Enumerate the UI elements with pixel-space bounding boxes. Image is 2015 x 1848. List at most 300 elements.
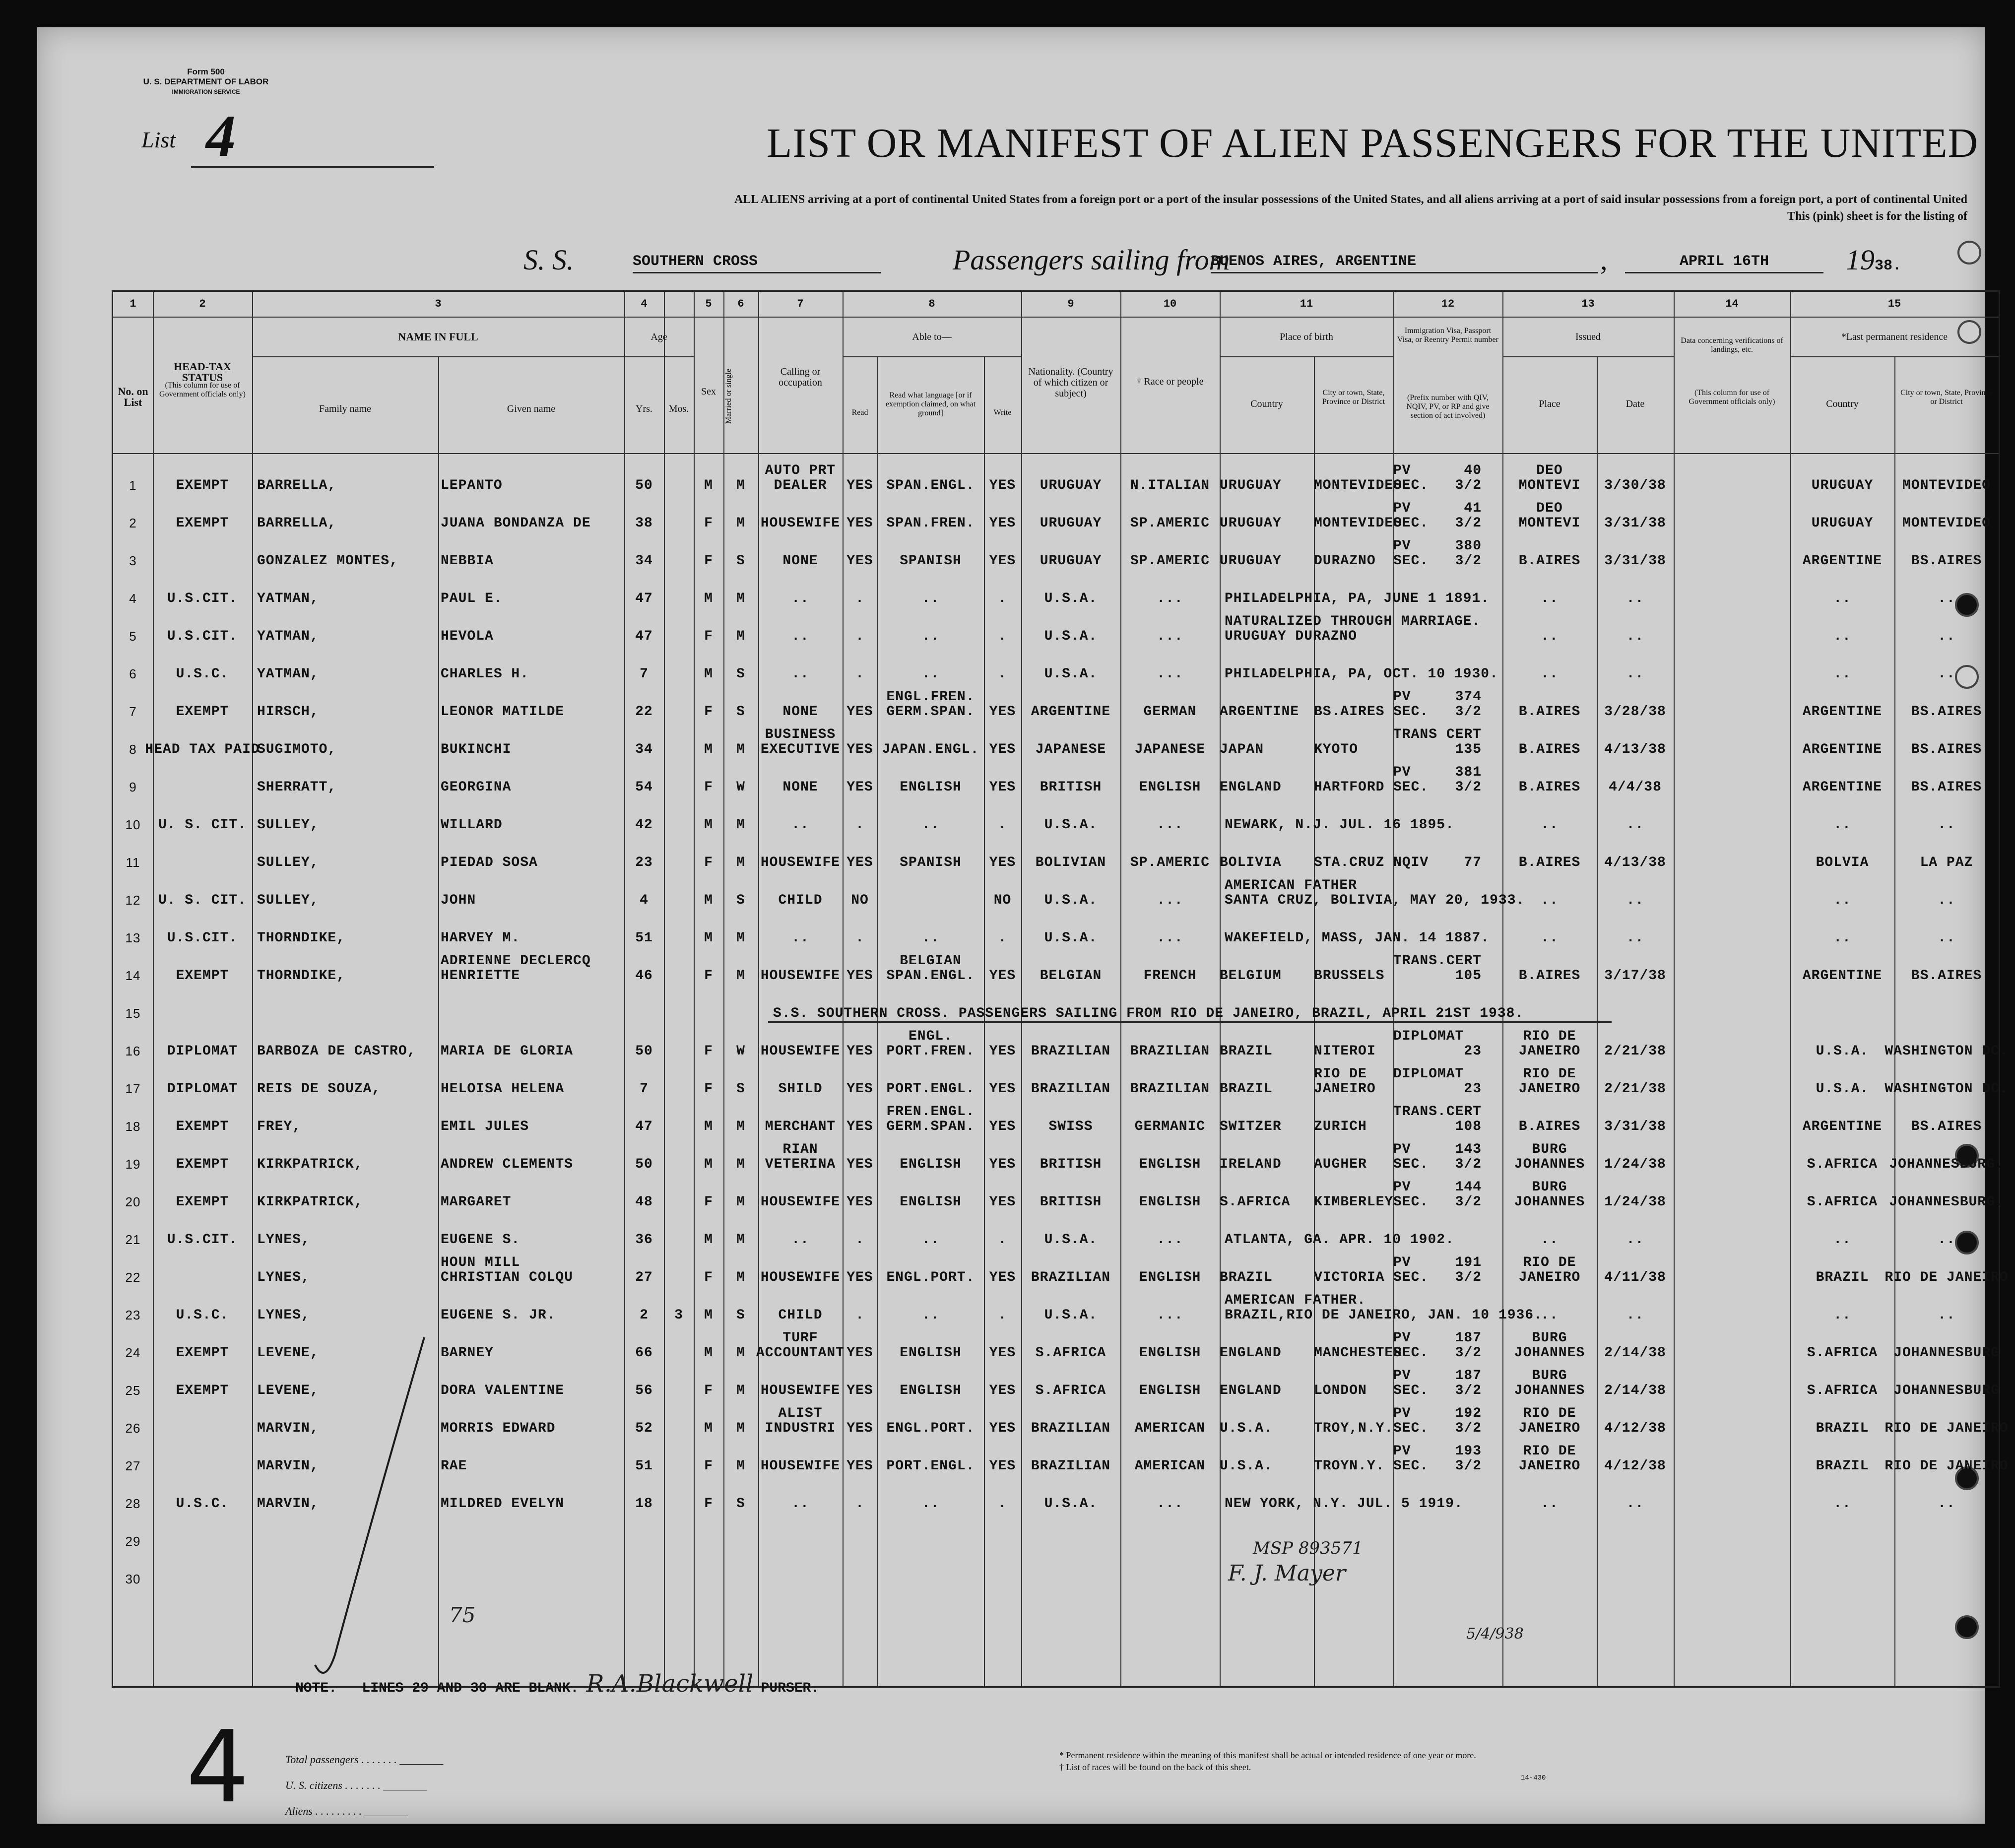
section-header: S.S. SOUTHERN CROSS. PASSENGERS SAILING FROM RIO DE JANEIRO, BRAZIL, APRIL 21ST 1938. [773,1006,1524,1021]
row-divider [1790,356,1999,357]
issued-date: 3/31/38 [1604,516,1666,531]
can-write: YES [989,1421,1016,1436]
cell-visa-line: SEC. 3/2 [1393,516,1482,531]
birth-country: BRAZIL [1220,1044,1273,1059]
birth-country: JAPAN [1220,742,1264,757]
cell-visa-line: 23 [1393,1044,1482,1059]
birth-place-line: AMERICAN FATHER. [1225,1293,1366,1308]
can-write: YES [989,968,1016,984]
footer-note: NOTE. LINES 29 AND 30 ARE BLANK. R.A.Blackwell PURSER. [295,1670,820,1698]
visa-number [1393,687,1502,725]
cell-visa-line: SEC. 3/2 [1393,1194,1482,1210]
birth-country: URUGUAY [1220,553,1282,569]
header-head-tax: HEAD-TAX STATUS [174,360,231,384]
issued-date: .. [1626,629,1644,644]
birth-city: KIMBERLEY [1314,1194,1394,1210]
can-read: . [855,666,864,682]
issued-place [1502,498,1597,536]
issued-date: 1/24/38 [1604,1194,1666,1210]
nationality: BOLIVIAN [1035,855,1106,870]
read-language: SPANISH [900,855,962,870]
birth-place-span: WAKEFIELD, MASS, JAN. 14 1887. [1225,930,1490,946]
can-read: . [855,629,864,644]
col-number: 13 [1581,298,1595,310]
head-tax-status: DIPLOMAT [167,1044,238,1059]
age-years: 66 [635,1345,653,1361]
birth-country: BRAZIL [1220,1270,1273,1285]
birth-place-span: ATLANTA, GA. APR. 10 1902. [1225,1232,1454,1248]
race: ENGLISH [1139,780,1201,795]
can-write: . [998,1308,1007,1323]
marital-status: M [736,591,745,606]
cell-lang-line: PORT.FREN. [886,1044,975,1059]
birth-country: IRELAND [1220,1157,1282,1172]
table-row [113,1102,1999,1139]
birth-city: NITEROI [1314,1044,1376,1059]
age-months [664,800,694,838]
race: ENGLISH [1139,1383,1201,1398]
nationality: BRAZILIAN [1031,1044,1111,1059]
issued-place: .. [1541,817,1559,833]
can-read: YES [846,1157,873,1172]
col-number: 11 [1300,298,1313,310]
age-years: 38 [635,516,653,531]
can-write: YES [989,1194,1016,1210]
birth-country: U.S.A. [1220,1421,1273,1436]
age-years: 51 [635,1458,653,1474]
cell-visa-line: NQIV 77 [1393,855,1482,870]
occupation: HOUSEWIFE [760,1270,841,1285]
issued-place [1502,1064,1597,1102]
cell-occ-line: AUTO PRT [765,463,836,478]
marital-status: M [736,1157,745,1172]
sex: F [704,516,713,531]
header-issued-place: Place [1539,398,1560,409]
cell-visa-line: PV 144 [1393,1180,1482,1195]
race: SP.AMERIC [1130,516,1210,531]
can-read: YES [846,1194,873,1210]
issued-date: 3/28/38 [1604,704,1666,720]
aliens-label: Aliens . . . . . . . . . ________ [285,1805,408,1817]
visa-number [1393,1177,1502,1215]
given-name: PAUL E. [441,591,503,606]
can-write: . [998,629,1007,644]
visa-number [1393,1366,1502,1403]
read-language: .. [921,817,940,833]
residence-country: .. [1833,629,1851,644]
marital-status: S [736,704,745,720]
family-name: REIS DE SOUZA, [257,1081,381,1097]
family-name: LEVENE, [257,1345,319,1361]
header-family-name: Family name [319,403,371,414]
head-tax-status: DIPLOMAT [167,1081,238,1097]
family-name: YATMAN, [257,591,319,606]
residence-country: ARGENTINE [1802,704,1883,720]
given-name [441,951,624,989]
table-row [113,498,1999,536]
birth-city: LONDON [1314,1383,1367,1398]
family-name: BARRELLA, [257,516,337,531]
table-row [113,762,1999,800]
residence-city: RIO DE JANEIRO [1885,1458,2009,1474]
header-visa: Immigration Visa, Passport Visa, or Reentry Permit number [1397,327,1498,344]
residence-country: URUGUAY [1811,478,1874,493]
cell-occ-line: BUSINESS [765,727,836,742]
issued-date: .. [1626,930,1644,946]
can-write: YES [989,704,1016,720]
birth-place-span [1225,611,1481,649]
age-years: 52 [635,1421,653,1436]
header-no-on-list: No. on List [118,385,148,408]
residence-city: .. [1938,591,1955,606]
can-read: YES [846,704,873,720]
service: IMMIGRATION SERVICE [172,88,240,95]
can-read: . [855,930,864,946]
table-row [113,1253,2009,1290]
issued-date: .. [1626,666,1644,682]
can-write: YES [989,1119,1016,1134]
age-years: 46 [635,968,653,984]
row-number: 2 [129,516,137,530]
row-number: 10 [125,817,141,832]
occupation: SHILD [778,1081,823,1097]
col-number: 15 [1887,298,1901,310]
col-number: 1 [130,298,136,310]
race: ENGLISH [1139,1194,1201,1210]
table-row [113,838,1999,875]
cell-visa-line: PV 374 [1393,689,1482,705]
cell-visa-line: PV 381 [1393,765,1482,780]
residence-country: .. [1833,1496,1851,1512]
age-months [664,649,694,687]
family-name: SULLEY, [257,855,319,870]
row-number: 23 [125,1308,141,1322]
race: BRAZILIAN [1130,1081,1210,1097]
footnote-races: † List of races will be found on the back of this sheet. [1059,1762,1251,1772]
cell-visa-line: 135 [1393,742,1482,757]
residence-country: BRAZIL [1816,1421,1869,1436]
issued-place [1502,1441,1597,1479]
given-name: EUGENE S. JR. [441,1308,556,1323]
given-name: LEPANTO [441,478,503,493]
cell-iplace-line: JANEIRO [1518,1270,1581,1285]
read-language: ENGLISH [900,1157,962,1172]
nationality: URUGUAY [1040,553,1102,569]
age-years: 47 [635,629,653,644]
intro-line-1: ALL ALIENS arriving at a port of continental United States from a foreign port or a port of the insular possessions of the United States, and all aliens arriving at a port of said insular possessions from a foreign port, a port of continental United [734,193,1967,206]
read-language: ENGLISH [900,1194,962,1210]
read-language [877,1026,984,1064]
occupation: .. [791,1232,809,1248]
table-row [113,611,1999,649]
cell-occ-line: DEALER [774,478,827,493]
birth-city: MONTEVIDEO [1314,516,1403,531]
cell-iplace-line: RIO DE [1523,1066,1576,1082]
residence-city: BS.AIRES [1911,553,1982,569]
cell-visa-line: PV 187 [1393,1330,1482,1346]
sex: F [704,1270,713,1285]
visa-number [1393,461,1502,498]
binder-hole-1 [1957,241,1981,264]
row-number: 11 [126,855,140,870]
cell-iplace-line: JANEIRO [1518,1081,1581,1097]
family-name: SUGIMOTO, [257,742,337,757]
cell-iplace-line: MONTEVI [1518,478,1581,493]
birth-country: URUGUAY [1220,516,1282,531]
occupation: .. [791,1496,809,1512]
visa-number [1393,725,1502,762]
head-tax-status: U.S.C. [176,1308,229,1323]
can-read: YES [846,1270,873,1285]
nationality: U.S.A. [1044,930,1098,946]
residence-country: .. [1833,591,1851,606]
issued-place: B.AIRES [1518,742,1581,757]
nationality: U.S.A. [1044,629,1098,644]
race: JAPANESE [1134,742,1206,757]
residence-country: ARGENTINE [1802,742,1883,757]
issued-date: 4/12/38 [1604,1421,1666,1436]
residence-city: .. [1938,629,1955,644]
list-number: 4 [206,103,236,169]
can-read: NO [851,893,869,908]
nationality: URUGUAY [1040,478,1102,493]
given-name: RAE [441,1458,467,1474]
read-language: .. [921,1496,940,1512]
issued-date: 2/14/38 [1604,1345,1666,1361]
header-married: Married or single [724,368,733,424]
given-name: MORRIS EDWARD [441,1421,556,1436]
read-language: PORT.ENGL. [886,1458,975,1474]
sex: M [704,1232,713,1248]
sex: M [704,666,713,682]
can-write: YES [989,516,1016,531]
nationality: BELGIAN [1040,968,1102,984]
table-row [113,687,1999,725]
cell-visa-line: 105 [1393,968,1482,984]
given-name: WILLARD [441,817,503,833]
row-divider [113,317,1999,318]
ss-label: S. S. [523,244,574,276]
head-tax-status: U. S. CIT. [158,817,247,833]
row-number: 29 [125,1534,141,1549]
can-read: YES [846,478,873,493]
age-years: 56 [635,1383,653,1398]
birth-city: HARTFORD [1314,780,1385,795]
row-number: 16 [125,1044,141,1058]
residence-city: .. [1938,1232,1955,1248]
issued-place: .. [1541,1308,1559,1323]
table-row [113,461,1999,498]
total-passengers-label: Total passengers . . . . . . . ________ [285,1753,444,1766]
family-name: SULLEY, [257,817,319,833]
nationality: BRITISH [1040,1157,1102,1172]
birth-place-line: NATURALIZED THROUGH MARRIAGE. [1225,614,1481,629]
head-tax-status: EXEMPT [176,968,229,984]
issued-place: B.AIRES [1518,968,1581,984]
birth-country: ENGLAND [1220,780,1282,795]
can-write: . [998,930,1007,946]
cell-visa-line: PV 380 [1393,538,1482,554]
row-number: 9 [129,780,137,794]
age-months [664,838,694,875]
cell-lang-line: GERM.SPAN. [886,1119,975,1134]
can-read: YES [846,968,873,984]
issued-date: .. [1626,1232,1644,1248]
given-name: MILDRED EVELYN [441,1496,565,1512]
family-name: YATMAN, [257,666,319,682]
family-name: MARVIN, [257,1421,319,1436]
marital-status: M [736,1458,745,1474]
birth-city: KYOTO [1314,742,1359,757]
family-name: MARVIN, [257,1458,319,1474]
cell-iplace-line: JOHANNES [1514,1194,1585,1210]
birth-city: MANCHESTER [1314,1345,1403,1361]
table-row [113,1064,2009,1102]
head-tax-status: U.S.CIT. [167,629,238,644]
cell-iplace-line: JANEIRO [1518,1458,1581,1474]
sex: F [704,968,713,984]
race: SP.AMERIC [1130,553,1210,569]
birth-country: U.S.A. [1220,1458,1273,1474]
cell-given-line: HOUN MILL [441,1255,520,1270]
race: ... [1157,893,1183,908]
residence-country: BOLVIA [1816,855,1869,870]
age-months [664,1479,694,1517]
nationality: JAPANESE [1035,742,1106,757]
visa-number [1393,1026,1502,1064]
department: U. S. DEPARTMENT OF LABOR [143,77,269,86]
read-language: .. [921,930,940,946]
sex: M [704,893,713,908]
residence-city: WASHINGTON DC. [1885,1081,2009,1097]
age-months [664,498,694,536]
sex: F [704,1081,713,1097]
age-months [664,951,694,989]
family-name: HIRSCH, [257,704,319,720]
sex: F [704,780,713,795]
year-suffix: 38. [1875,258,1902,274]
birth-country: ENGLAND [1220,1383,1282,1398]
cell-occ-line: ACCOUNTANT [756,1345,845,1361]
race: ... [1157,666,1183,682]
birth-country: BOLIVIA [1220,855,1282,870]
issued-date: 4/13/38 [1604,742,1666,757]
residence-city: .. [1938,1308,1955,1323]
issued-date: 2/14/38 [1604,1383,1666,1398]
race: GERMANIC [1134,1119,1206,1134]
race: ... [1157,1232,1183,1248]
birth-country: ENGLAND [1220,1345,1282,1361]
age-months [664,1139,694,1177]
year-prefix: 19 [1846,244,1875,276]
cell-iplace-line: DEO [1536,501,1563,516]
visa-number [1393,498,1502,536]
residence-city: MONTEVIDEO [1902,516,1991,531]
age-years: 22 [635,704,653,720]
visa-number [1393,1403,1502,1441]
cell-visa-line: TRANS.CERT [1393,1104,1482,1120]
residence-country: URUGUAY [1811,516,1874,531]
cell-iplace-line: JOHANNES [1514,1157,1585,1172]
given-name: BARNEY [441,1345,494,1361]
age-years: 47 [635,591,653,606]
given-name [441,1253,624,1290]
cell-lang-line: ENGL.FREN. [886,689,975,705]
birth-place-span: NEW YORK, N.Y. JUL. 5 1919. [1225,1496,1463,1512]
race: ENGLISH [1139,1345,1201,1361]
row-divider [624,356,694,357]
header-birth-city: City or town, State, Province or District [1322,389,1385,406]
header-last-residence: *Last permanent residence [1841,331,1948,342]
age-months [664,1215,694,1253]
nationality: BRAZILIAN [1031,1458,1111,1474]
birth-country: BRAZIL [1220,1081,1273,1097]
cell-given-line: ADRIENNE DECLERCQ [441,953,591,969]
header-name-in-full: NAME IN FULL [398,330,478,343]
cell-visa-line: TRANS CERT [1393,727,1482,742]
birth-city: ZURICH [1314,1119,1367,1134]
birth-country: BELGIUM [1220,968,1282,984]
marital-status: M [736,1421,745,1436]
can-write: . [998,1496,1007,1512]
age-months [664,536,694,574]
row-number: 30 [125,1572,141,1586]
head-tax-status: EXEMPT [176,516,229,531]
nationality: U.S.A. [1044,893,1098,908]
head-tax-status: U.S.CIT. [167,930,238,946]
issued-place: .. [1541,1232,1559,1248]
sex: F [704,1044,713,1059]
family-name: SULLEY, [257,893,319,908]
race: ... [1157,629,1183,644]
marital-status: M [736,516,745,531]
can-write: YES [989,1157,1016,1172]
cell-given-line: CHRISTIAN COLQU [441,1270,574,1285]
occupation: MERCHANT [765,1119,836,1134]
read-language: ENGLISH [900,1383,962,1398]
issued-date: 3/31/38 [1604,1119,1666,1134]
age-years: 42 [635,817,653,833]
can-write: . [998,817,1007,833]
nationality: S.AFRICA [1035,1383,1106,1398]
issued-place: .. [1541,1496,1559,1512]
nationality: ARGENTINE [1031,704,1111,720]
family-name: SHERRATT, [257,780,337,795]
header-yrs: Yrs. [636,403,652,414]
race: SP.AMERIC [1130,855,1210,870]
cell-lang-line: ENGL. [908,1029,953,1044]
read-language [877,951,984,989]
race: ENGLISH [1139,1270,1201,1285]
given-name: PIEDAD SOSA [441,855,538,870]
header-nationality: Nationality. (Country of which citizen or subject) [1028,366,1113,399]
can-write: . [998,666,1007,682]
can-read: YES [846,1421,873,1436]
birth-place-span [1225,1290,1543,1328]
marital-status: S [736,666,745,682]
header-race: † Race or people [1136,376,1204,387]
can-write: YES [989,478,1016,493]
race: ... [1157,591,1183,606]
race: AMERICAN [1134,1421,1206,1436]
col-number: 6 [737,298,744,310]
family-name: BARRELLA, [257,478,337,493]
residence-country: .. [1833,893,1851,908]
cell-lang-line: BELGIAN [900,953,962,969]
age-years: 34 [635,742,653,757]
cell-iplace-line: JOHANNES [1514,1383,1585,1398]
cell-visa-line: PV 192 [1393,1406,1482,1421]
